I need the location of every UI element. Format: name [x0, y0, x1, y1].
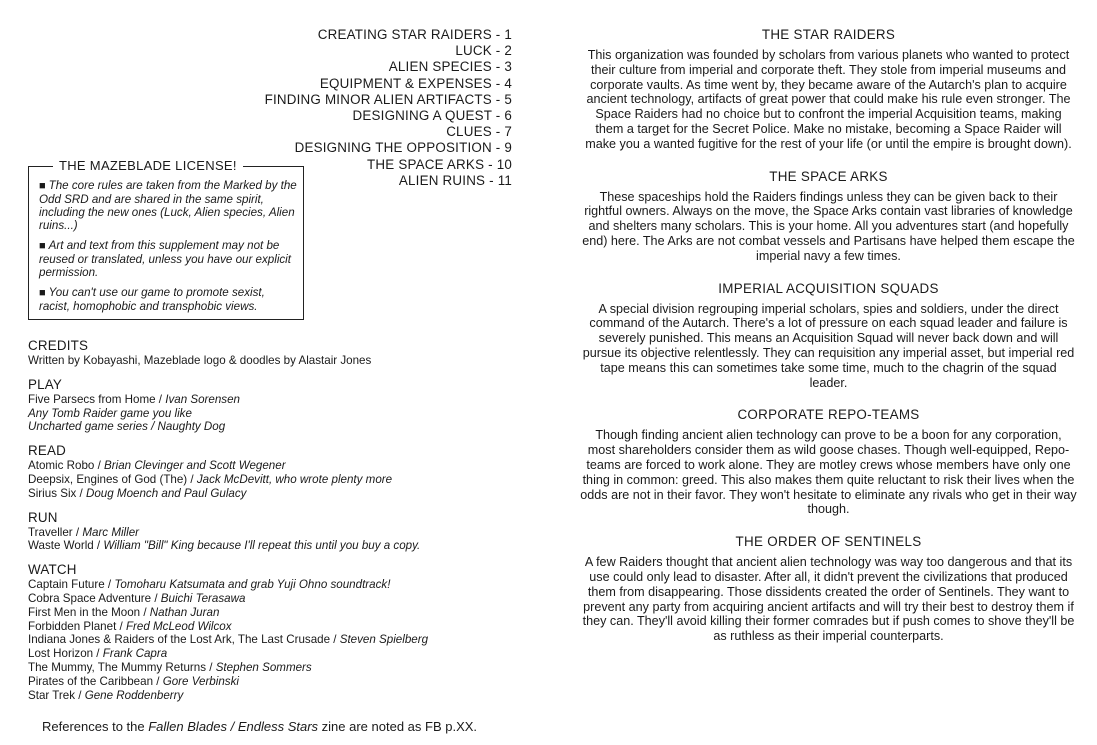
credits-text: Written by Kobayashi, Mazeblade logo & doodles by Alastair Jones: [28, 354, 372, 367]
read-section: [28, 443, 548, 500]
run-heading: RUN: [28, 509, 58, 525]
license-item: ■ Art and text from this supplement may not be reused or translated, unless you have our explicit permission.: [39, 239, 291, 279]
license-item: ■ You can't use our game to promote sexist, racist, homophobic and transphobic views.: [39, 286, 265, 313]
list-item: Pirates of the Caribbean / Gore Verbinski: [28, 674, 239, 688]
section-body: These spaceships hold the Raiders findings unless they can be given back to their rightful owners. Always on the move, the Space Arks contain vast libraries of knowledge and shelters many scholars. This is your home. All you adventures start (and hopefully end) here. The Arks are not combat vessels and Partisans have helped them escape the imperial navy a few times.: [582, 189, 1075, 263]
list-item: First Men in the Moon / Nathan Juran: [28, 605, 220, 619]
footnote: References to the Fallen Blades / Endless Stars zine are noted as FB p.XX.: [42, 719, 478, 734]
list-item: Captain Future / Tomoharu Katsumata and grab Yuji Ohno soundtrack!: [28, 578, 391, 592]
list-item: Forbidden Planet / Fred McLeod Wilcox: [28, 619, 232, 633]
license-item: ■ The core rules are taken from the Marked by the Odd SRD and are shared in the same spirit, including the new ones (Luck, Alien species, Alien ruins...): [39, 179, 297, 232]
run-section: [28, 510, 548, 554]
toc-entry: THE SPACE ARKS - 10: [367, 156, 512, 172]
list-item: Five Parsecs from Home / Ivan Sorensen: [28, 392, 240, 406]
lore-column: [580, 27, 1077, 661]
list-item: The Mummy, The Mummy Returns / Stephen Sommers: [28, 660, 312, 674]
list-item: Star Trek / Gene Roddenberry: [28, 688, 184, 702]
section-body: A special division regrouping imperial scholars, spies and soldiers, under the direct command of the Autarch. There's a lot of pressure on each squad leader and failure is severely punished. This means an Acquisition Squad will never back down and will pursue its objective relentlessly. They can requisition any imperial asset, but imperial red tape means this can sometimes take some time, much to the chagrin of the squad leader.: [582, 301, 1075, 390]
license-body: [29, 167, 303, 313]
list-item: Traveller / Marc Miller: [28, 525, 140, 539]
watch-section: [28, 562, 548, 702]
toc-entry: DESIGNING THE OPPOSITION - 9: [294, 140, 512, 156]
toc-entry: CLUES - 7: [446, 124, 512, 140]
list-item: Indiana Jones & Raiders of the Lost Ark, The Last Crusade / Steven Spielberg: [28, 633, 429, 647]
play-section: [28, 377, 548, 434]
license-title: THE MAZEBLADE LICENSE!: [53, 157, 243, 175]
section-title: THE ORDER OF SENTINELS: [735, 534, 922, 550]
list-item: Cobra Space Adventure / Buichi Terasawa: [28, 591, 246, 605]
lore-section: [580, 27, 1077, 152]
section-title: THE SPACE ARKS: [769, 168, 888, 184]
play-heading: PLAY: [28, 376, 63, 392]
list-item: Deepsix, Engines of God (The) / Jack McDevitt, who wrote plenty more: [28, 472, 393, 486]
watch-heading: WATCH: [28, 562, 77, 578]
lore-section: [580, 169, 1077, 264]
section-title: THE STAR RAIDERS: [761, 27, 896, 42]
section-title: IMPERIAL ACQUISITION SQUADS: [718, 280, 939, 296]
list-item: Lost Horizon / Frank Capra: [28, 647, 168, 661]
zine-title: Fallen Blades / Endless Stars: [148, 719, 319, 734]
credits-section: [28, 338, 548, 368]
bullet-square-icon: ■: [39, 287, 46, 299]
license-box: [28, 158, 304, 320]
bullet-square-icon: ■: [39, 180, 46, 192]
lore-section: [580, 534, 1077, 644]
credits-column: [28, 338, 548, 711]
table-of-contents: [230, 27, 512, 189]
toc-entry: DESIGNING A QUEST - 6: [352, 108, 512, 124]
toc-entry: CREATING STAR RAIDERS - 1: [317, 27, 512, 42]
lore-section: [580, 407, 1077, 517]
list-item: Atomic Robo / Brian Clevinger and Scott Wegener: [28, 459, 286, 473]
lore-section: [580, 281, 1077, 391]
list-item: Sirius Six / Doug Moench and Paul Gulacy: [28, 486, 247, 500]
list-item: Waste World / William "Bill" King because I'll repeat this until you buy a copy.: [28, 539, 421, 553]
list-item: Any Tomb Raider game you like: [28, 406, 192, 420]
section-body: Though finding ancient alien technology can prove to be a boon for any corporation, most shareholders consider them as wild goose chases. Though well-equipped, Repo-teams are forced to work alone. They are motley crews whose members have only one thing in common: greed. This also makes them quite reluctant to risk their lives when the odds are not in their favor. They won't hesitate to eliminate any rivals who get in their way though.: [580, 428, 1077, 517]
credits-heading: CREDITS: [28, 338, 89, 353]
toc-entry: ALIEN RUINS - 11: [398, 172, 512, 188]
section-title: CORPORATE REPO-TEAMS: [737, 407, 920, 423]
toc-entry: ALIEN SPECIES - 3: [388, 59, 512, 75]
toc-entry: LUCK - 2: [455, 43, 512, 59]
toc-entry: FINDING MINOR ALIEN ARTIFACTS - 5: [264, 91, 512, 107]
read-heading: READ: [28, 443, 67, 459]
section-body: This organization was founded by scholars from various planets who wanted to protect their culture from imperial and corporate theft. They stole from imperial museums and corporate vaults. As time went by, they became aware of the Autarch's plan to acquire ancient technology, artifacts of great power that could make his rule even stronger. The Space Raiders had no choice but to confront the imperial Acquisition teams, making them a target for the Secret Police. Make no mistake, becoming a Space Raider will make you a wanted fugitive for the rest of your life (or until the empire is brought down).: [585, 48, 1072, 151]
bullet-square-icon: ■: [39, 240, 46, 252]
section-body: A few Raiders thought that ancient alien technology was way too dangerous and that its use could only lead to disaster. After all, it didn't prevent the civilizations that produced them from disappearing. Those dissidents created the order of Sentinels. They want to prevent any party from acquiring ancient artifacts and will try their best to destroy them if they can. They'll avoid killing their former comrades but if push comes to shove they'll be as ruthless as their imperial counterparts.: [582, 555, 1075, 644]
list-item: Uncharted game series / Naughty Dog: [28, 420, 226, 434]
toc-entry: EQUIPMENT & EXPENSES - 4: [319, 75, 512, 91]
